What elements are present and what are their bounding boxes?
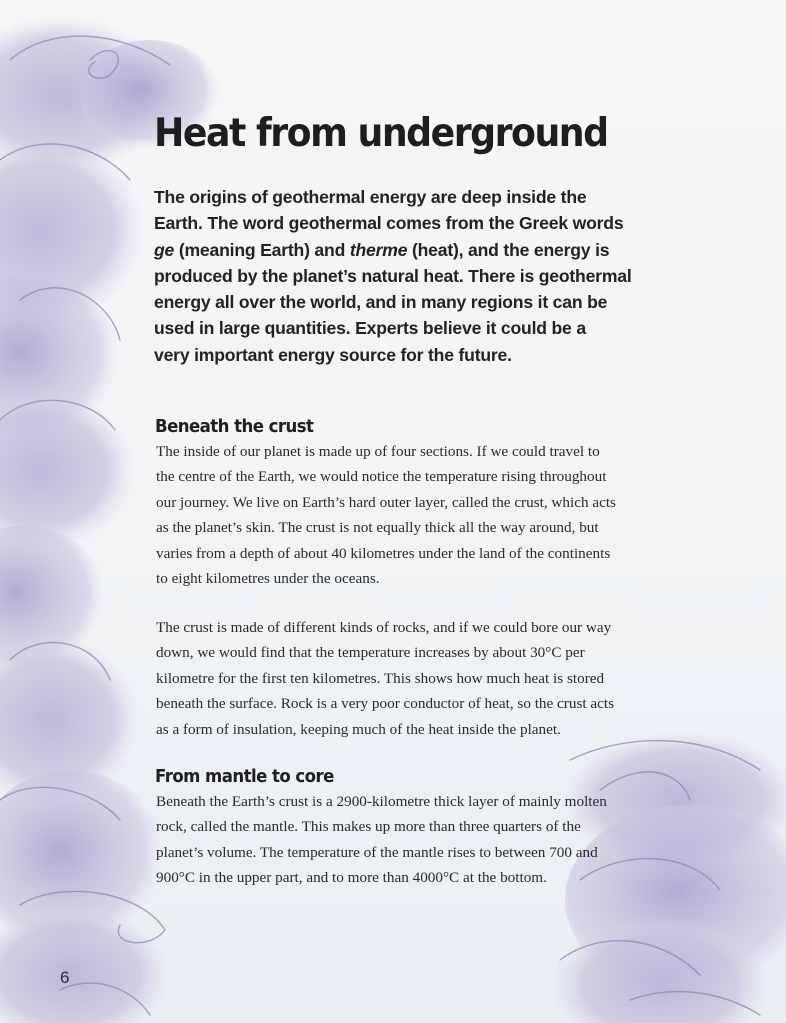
intro-line: energy all over the world, and in many regions it can be	[154, 292, 608, 313]
body-line: rock, called the mantle. This makes up more than three quarters of the	[156, 818, 581, 836]
body-line: The inside of our planet is made up of four sections. If we could travel to	[156, 443, 600, 460]
page-title: Heat from underground	[154, 111, 608, 156]
intro-line: very important energy source for the future.	[154, 344, 512, 365]
body-paragraph	[156, 439, 656, 591]
body-line: varies from a depth of about 40 kilometres under the land of the continents	[156, 544, 611, 562]
intro-text: (heat), and the energy is	[407, 239, 610, 260]
intro-text: (meaning Earth) and	[174, 239, 350, 260]
intro-paragraph	[154, 184, 674, 368]
body-line: The crust is made of different kinds of rocks, and if we could bore our way	[156, 619, 612, 636]
body-line: planet’s volume. The temperature of the mantle rises to between 700 and	[156, 843, 598, 861]
body-paragraph	[156, 789, 656, 891]
intro-line	[154, 237, 674, 263]
body-line: kilometre for the first ten kilometres. This shows how much heat is stored	[156, 669, 605, 687]
intro-line: The origins of geothermal energy are deep inside the	[154, 187, 587, 207]
body-line: 900°C in the upper part, and to more than 4000°C at the bottom.	[156, 869, 547, 887]
intro-term-therme: therme	[349, 239, 408, 260]
body-line: as a form of insulation, keeping much of the heat inside the planet.	[156, 720, 561, 738]
intro-line: produced by the planet’s natural heat. There is geothermal	[154, 265, 632, 286]
body-line: Beneath the Earth’s crust is a 2900-kilometre thick layer of mainly molten	[156, 793, 607, 810]
body-paragraph	[156, 615, 656, 742]
body-line: down, we would find that the temperature increases by about 30°C per	[156, 644, 585, 662]
section-heading-from-mantle-to-core: From mantle to core	[155, 766, 334, 787]
body-line: as the planet’s skin. The crust is not equally thick all the way around, but	[156, 519, 599, 537]
body-line: to eight kilometres under the oceans.	[156, 570, 380, 588]
intro-line: Earth. The word geothermal comes from the Greek words	[154, 213, 624, 234]
intro-line: used in large quantities. Experts believe it could be a	[154, 318, 586, 339]
page-number: 6	[60, 968, 70, 987]
body-line: our journey. We live on Earth’s hard outer layer, called the crust, which acts	[156, 493, 616, 511]
body-line: the centre of the Earth, we would notice the temperature rising throughout	[156, 468, 607, 486]
body-line: beneath the surface. Rock is a very poor conductor of heat, so the crust acts	[156, 695, 614, 713]
intro-term-ge: ge	[154, 239, 175, 260]
section-heading-beneath-the-crust: Beneath the crust	[155, 416, 314, 437]
